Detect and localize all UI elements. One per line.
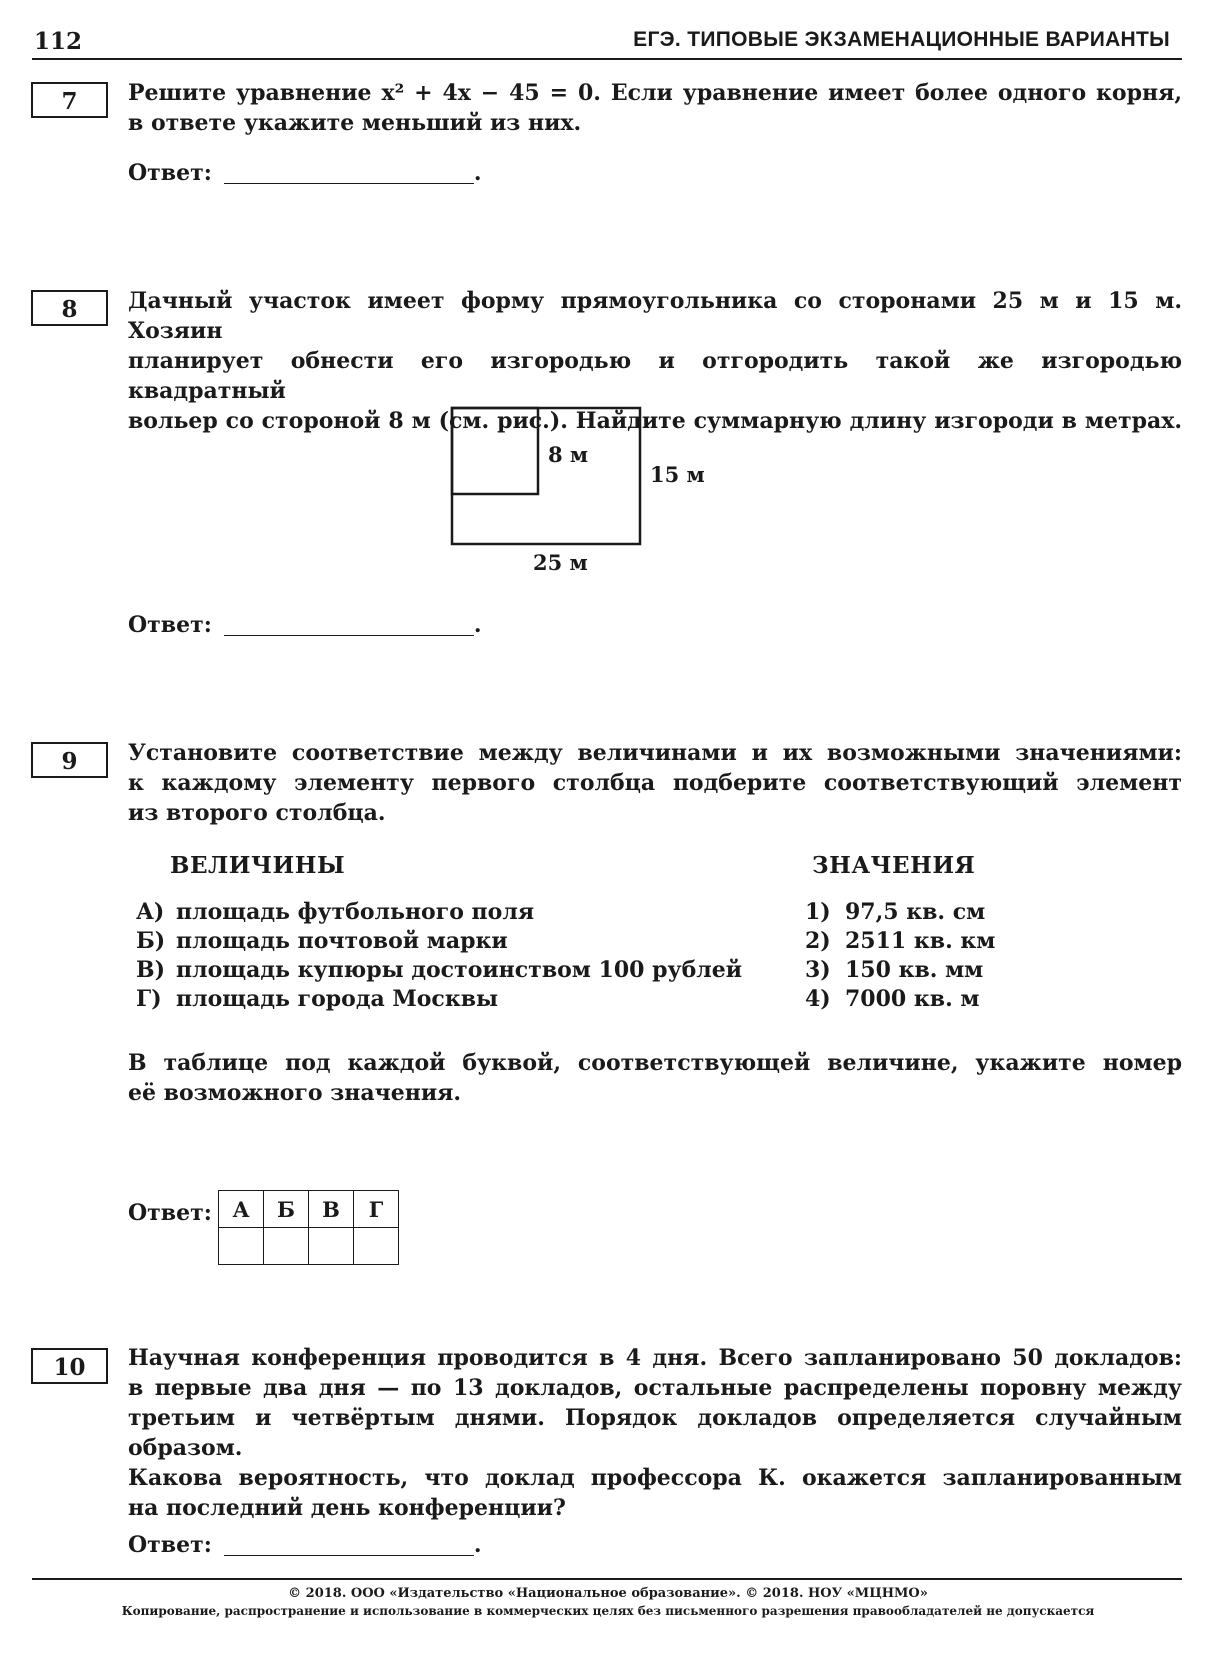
list-item: 2) 2511 кв. км bbox=[805, 928, 996, 954]
list-item: 1) 97,5 кв. см bbox=[805, 899, 986, 925]
task-9-text bbox=[128, 738, 1182, 828]
answer-label: Ответ: bbox=[128, 1532, 212, 1558]
list-item: В) площадь купюры достоинством 100 рублей bbox=[136, 957, 743, 983]
list-item: Г) площадь города Москвы bbox=[136, 986, 499, 1012]
answer-table-header-cell: А bbox=[219, 1191, 264, 1228]
task-10-line-4: Какова вероятность, что доклад профессора К. окажется запланированным bbox=[128, 1465, 1182, 1491]
answer-table-input-row bbox=[219, 1228, 399, 1265]
task-9-answer-label: Ответ: bbox=[128, 1200, 212, 1226]
running-title: ЕГЭ. ТИПОВЫЕ ЭКЗАМЕНАЦИОННЫЕ ВАРИАНТЫ bbox=[633, 28, 1170, 51]
values-title: ЗНАЧЕНИЯ bbox=[812, 852, 976, 879]
task-9-line-3: из второго столбца. bbox=[128, 800, 386, 826]
answer-table-header-cell: Г bbox=[354, 1191, 399, 1228]
task-number-10: 10 bbox=[31, 1348, 108, 1384]
task-10-line-3: третьим и четвёртым днями. Порядок докладов определяется случайным образом. bbox=[128, 1405, 1182, 1461]
task-9-instruction bbox=[128, 1048, 1182, 1108]
answer-cell-g[interactable] bbox=[354, 1228, 399, 1265]
task-8-line-3: вольер со стороной 8 м (см. рис.). Найдите суммарную длину изгороди в метрах. bbox=[128, 408, 1182, 434]
task-7-answer: Ответ: . bbox=[128, 160, 482, 186]
list-item: А) площадь футбольного поля bbox=[136, 899, 535, 925]
plot-figure bbox=[440, 400, 740, 590]
square-side-label: 8 м bbox=[548, 442, 589, 467]
task-10-line-1: Научная конференция проводится в 4 дня. Всего запланировано 50 докладов: bbox=[128, 1345, 1182, 1371]
answer-blank-10[interactable] bbox=[224, 1533, 474, 1556]
task-10-line-5: на последний день конференции? bbox=[128, 1495, 566, 1521]
task-8-line-1: Дачный участок имеет форму прямоугольника со сторонами 25 м и 15 м. Хозяин bbox=[128, 288, 1182, 344]
answer-table-header-cell: Б bbox=[264, 1191, 309, 1228]
answer-table-header-cell: В bbox=[309, 1191, 354, 1228]
height-label: 15 м bbox=[650, 462, 705, 487]
page-number: 112 bbox=[34, 28, 83, 55]
quantities-title: ВЕЛИЧИНЫ bbox=[170, 852, 346, 879]
quantities-list bbox=[136, 898, 742, 1014]
plot-rectangle bbox=[452, 408, 640, 544]
answer-blank-8[interactable] bbox=[224, 613, 474, 636]
task-9-instruction-line-1: В таблице под каждой буквой, соответствующей величине, укажите номер bbox=[128, 1050, 1182, 1076]
footer-rule bbox=[32, 1578, 1182, 1580]
task-9-line-2: к каждому элементу первого столбца подберите соответствующий элемент bbox=[128, 770, 1182, 796]
answer-cell-a[interactable] bbox=[219, 1228, 264, 1265]
list-item: 3) 150 кв. мм bbox=[805, 957, 984, 983]
values-list bbox=[805, 898, 995, 1014]
footer-notice: Копирование, распространение и использование в коммерческих целях без письменного разрешения правообладателей не допускается bbox=[121, 1604, 1095, 1618]
header-rule bbox=[32, 58, 1182, 60]
answer-label: Ответ: bbox=[128, 160, 212, 186]
task-10-text bbox=[128, 1343, 1182, 1523]
task-9-instruction-line-2: её возможного значения. bbox=[128, 1080, 462, 1106]
task-7-line-1: Решите уравнение x² + 4x − 45 = 0. Если уравнение имеет более одного корня, bbox=[128, 80, 1182, 106]
task-8-answer: Ответ: . bbox=[128, 612, 482, 638]
answer-cell-b[interactable] bbox=[264, 1228, 309, 1265]
answer-table-header-row bbox=[219, 1191, 399, 1228]
answer-label: Ответ: bbox=[128, 612, 212, 638]
task-number-9: 9 bbox=[31, 742, 108, 778]
width-label: 25 м bbox=[533, 550, 588, 575]
answer-blank-7[interactable] bbox=[224, 161, 474, 184]
task-7-text bbox=[128, 78, 1182, 138]
task-8-line-2: планирует обнести его изгородью и отгородить такой же изгородью квадратный bbox=[128, 348, 1182, 404]
enclosure-square bbox=[452, 408, 538, 494]
answer-cell-v[interactable] bbox=[309, 1228, 354, 1265]
list-item: 4) 7000 кв. м bbox=[805, 986, 980, 1012]
footer-copyright: © 2018. ООО «Издательство «Национальное образование». © 2018. НОУ «МЦНМО» bbox=[288, 1586, 928, 1601]
task-number-7: 7 bbox=[31, 82, 108, 118]
task-9-line-1: Установите соответствие между величинами и их возможными значениями: bbox=[128, 740, 1182, 766]
list-item: Б) площадь почтовой марки bbox=[136, 928, 508, 954]
task-10-answer: Ответ: . bbox=[128, 1532, 482, 1558]
task-number-8: 8 bbox=[31, 290, 108, 326]
task-10-line-2: в первые два дня — по 13 докладов, остальные распределены поровну между bbox=[128, 1375, 1182, 1401]
answer-table bbox=[218, 1190, 399, 1265]
task-7-line-2: в ответе укажите меньший из них. bbox=[128, 110, 582, 136]
